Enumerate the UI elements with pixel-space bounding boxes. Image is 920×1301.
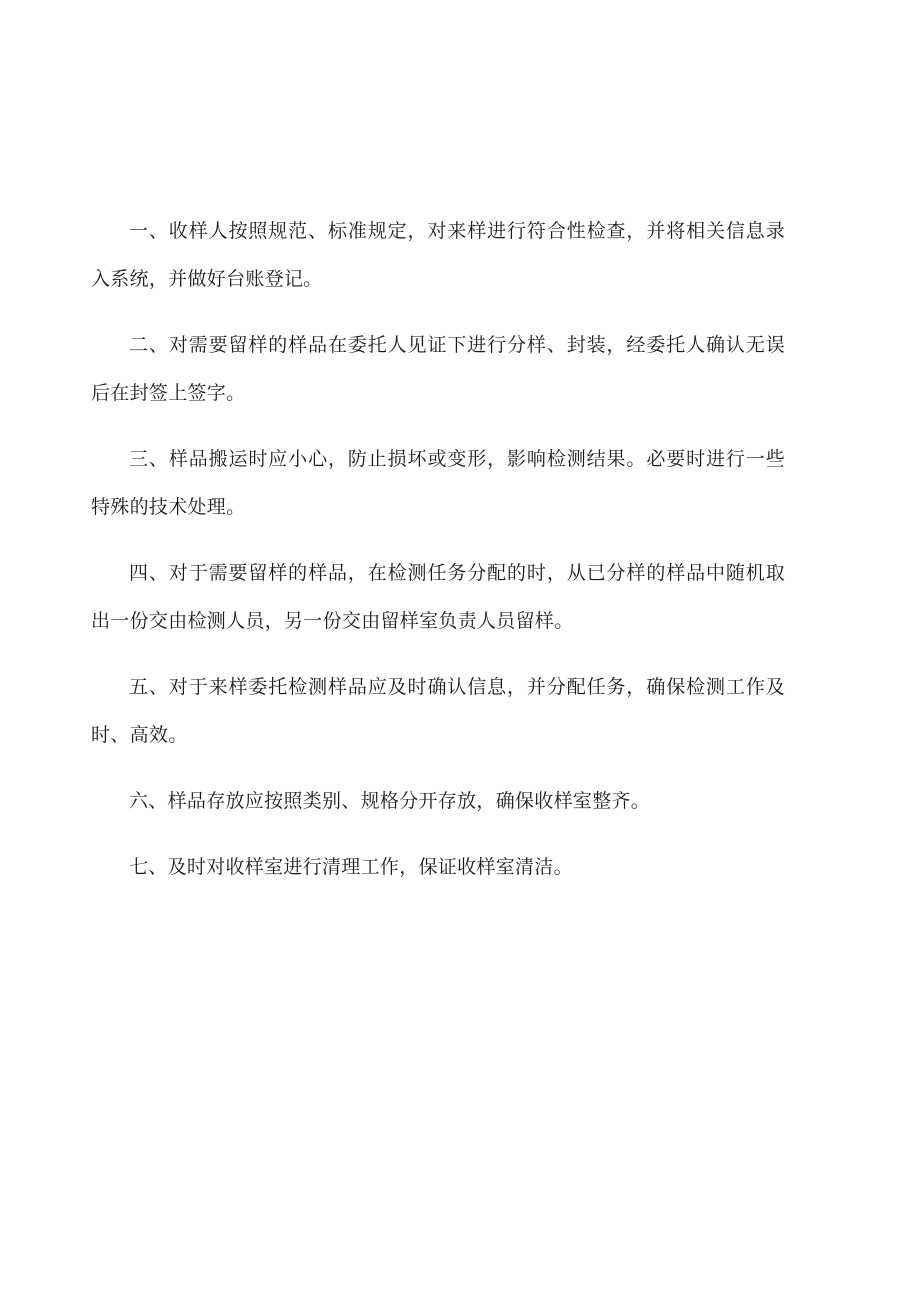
paragraph-2: 二、对需要留样的样品在委托人见证下进行分样、封装，经委托人确认无误后在封签上签字。 bbox=[91, 334, 785, 404]
paragraph-3: 三、样品搬运时应小心，防止损坏或变形，影响检测结果。必要时进行一些特殊的技术处理。 bbox=[91, 448, 785, 518]
paragraph-6: 六、样品存放应按照类别、规格分开存放，确保收样室整齐。 bbox=[129, 790, 651, 812]
paragraph-5: 五、对于来样委托检测样品应及时确认信息，并分配任务，确保检测工作及时、高效。 bbox=[91, 676, 785, 746]
paragraph-7: 七、及时对收样室进行清理工作，保证收样室清洁。 bbox=[129, 856, 573, 878]
paragraph-4: 四、对于需要留样的样品，在检测任务分配的时，从已分样的样品中随机取出一份交由检测人员，另一份交由留样室负责人员留样。 bbox=[91, 562, 785, 632]
paragraph-1: 一、收样人按照规范、标准规定，对来样进行符合性检查，并将相关信息录入系统，并做好台账登记。 bbox=[91, 220, 785, 290]
document-body bbox=[91, 207, 785, 909]
